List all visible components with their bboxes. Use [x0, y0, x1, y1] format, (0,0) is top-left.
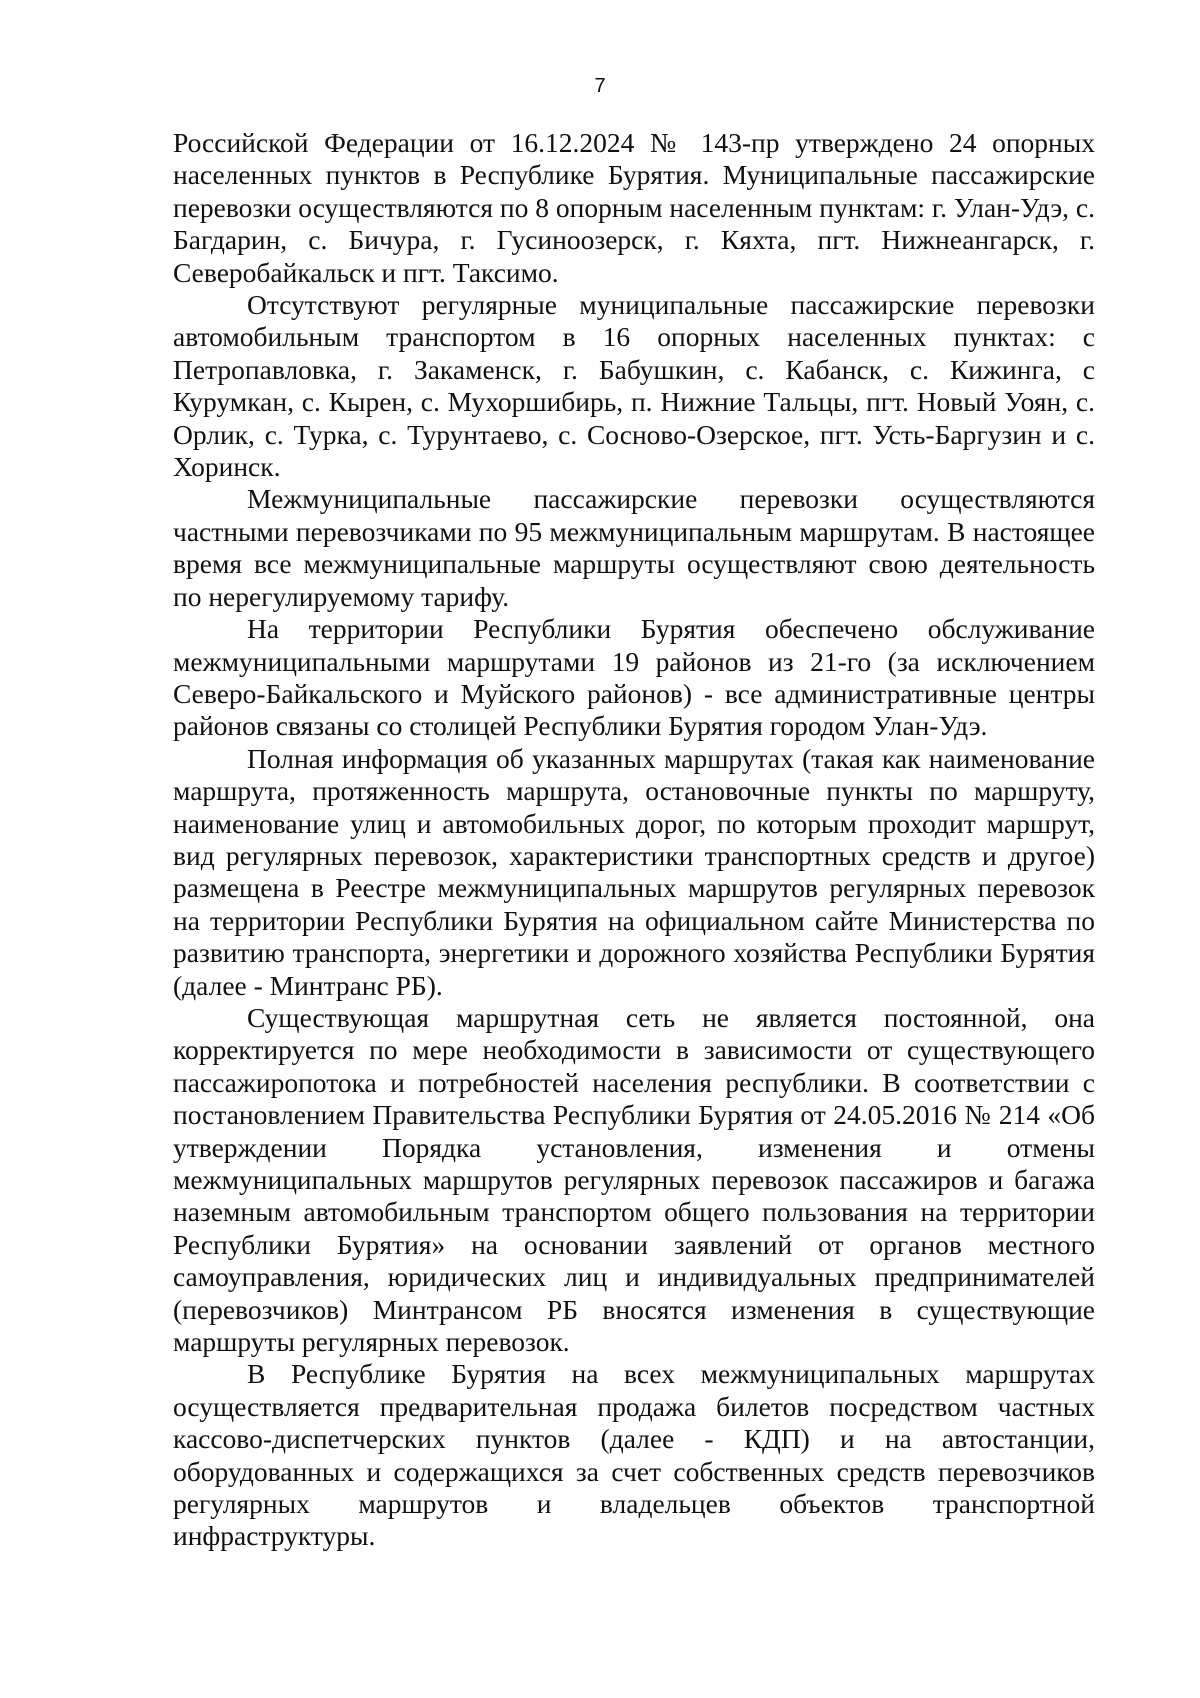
paragraph-route-network-changes: Существующая маршрутная сеть не является постоянной, она корректируется по мере необходимости в зависимости от существующего пассажиропотока и потребностей населения республики. В соответствии с постановлением Правительства Республики Бурятия от 24.05.2016 № 214 «Об утверждении Порядка установления, изменения и отмены межмуниципальных маршрутов регулярных перевозок пассажиров и багажа наземным автомобильным транспортом общего пользования на территории Республики Бурятия» на основании заявлений от органов местного самоуправления, юридических лиц и индивидуальных предпринимателей (перевозчиков) Минтрансом РБ вносятся изменения в существующие маршруты регулярных перевозок. — [173, 1001, 1095, 1358]
paragraph-intermunicipal-routes: Межмуниципальные пассажирские перевозки осуществляются частными перевозчиками по 95 межмуниципальным маршрутам. В настоящее время все межмуниципальные маршруты осуществляют свою деятельность по нерегулируемому тарифу. — [173, 483, 1095, 612]
paragraph-missing-routes: Отсутствуют регулярные муниципальные пассажирские перевозки автомобильным транспортом в 16 опорных населенных пунктах: с Петропавловка, г. Закаменск, г. Бабушкин, с. Кабанск, с. Кижинга, с Курумкан, с. Кырен, с. Мухоршибирь, п. Нижние Тальцы, пгт. Новый Уоян, с. Орлик, с. Турка, с. Турунтаево, с. Сосново-Озерское, пгт. Усть-Баргузин и с. Хоринск. — [173, 289, 1095, 483]
paragraph-route-registry: Полная информация об указанных маршрутах (такая как наименование маршрута, протяженность маршрута, остановочные пункты по маршруту, наименование улиц и автомобильных дорог, по которым проходит маршрут, вид регулярных перевозок, характеристики транспортных средств и другое) размещена в Реестре межмуниципальных маршрутов регулярных перевозок на территории Республики Бурятия на официальном сайте Министерства по развитию транспорта, энергетики и дорожного хозяйства Республики Бурятия (далее - Минтранс РБ). — [173, 742, 1095, 1001]
paragraph-ticket-sales: В Республике Бурятия на всех межмуниципальных маршрутах осуществляется предварительная продажа билетов посредством частных кассово-диспетчерских пунктов (далее - КДП) и на автостанции, оборудованных и содержащихся за счет собственных средств перевозчиков регулярных маршрутов и владельцев объектов транспортной инфраструктуры. — [173, 1358, 1095, 1552]
paragraph-district-coverage: На территории Республики Бурятия обеспечено обслуживание межмуниципальными маршрутами 19 районов из 21-го (за исключением Северо-Байкальского и Муйского районов) - все административные центры районов связаны со столицей Республики Бурятия городом Улан-Удэ. — [173, 613, 1095, 742]
page-number: 7 — [594, 75, 606, 97]
paragraph-continuation: Российской Федерации от 16.12.2024 № 143-пр утверждено 24 опорных населенных пунктов в Республике Бурятия. Муниципальные пассажирские перевозки осуществляются по 8 опорным населенным пунктам: г. Улан-Удэ, с. Багдарин, с. Бичура, г. Гусиноозерск, г. Кяхта, пгт. Нижнеангарск, г. Северобайкальск и пгт. Таксимо. — [173, 127, 1095, 288]
document-body — [173, 127, 1095, 1553]
